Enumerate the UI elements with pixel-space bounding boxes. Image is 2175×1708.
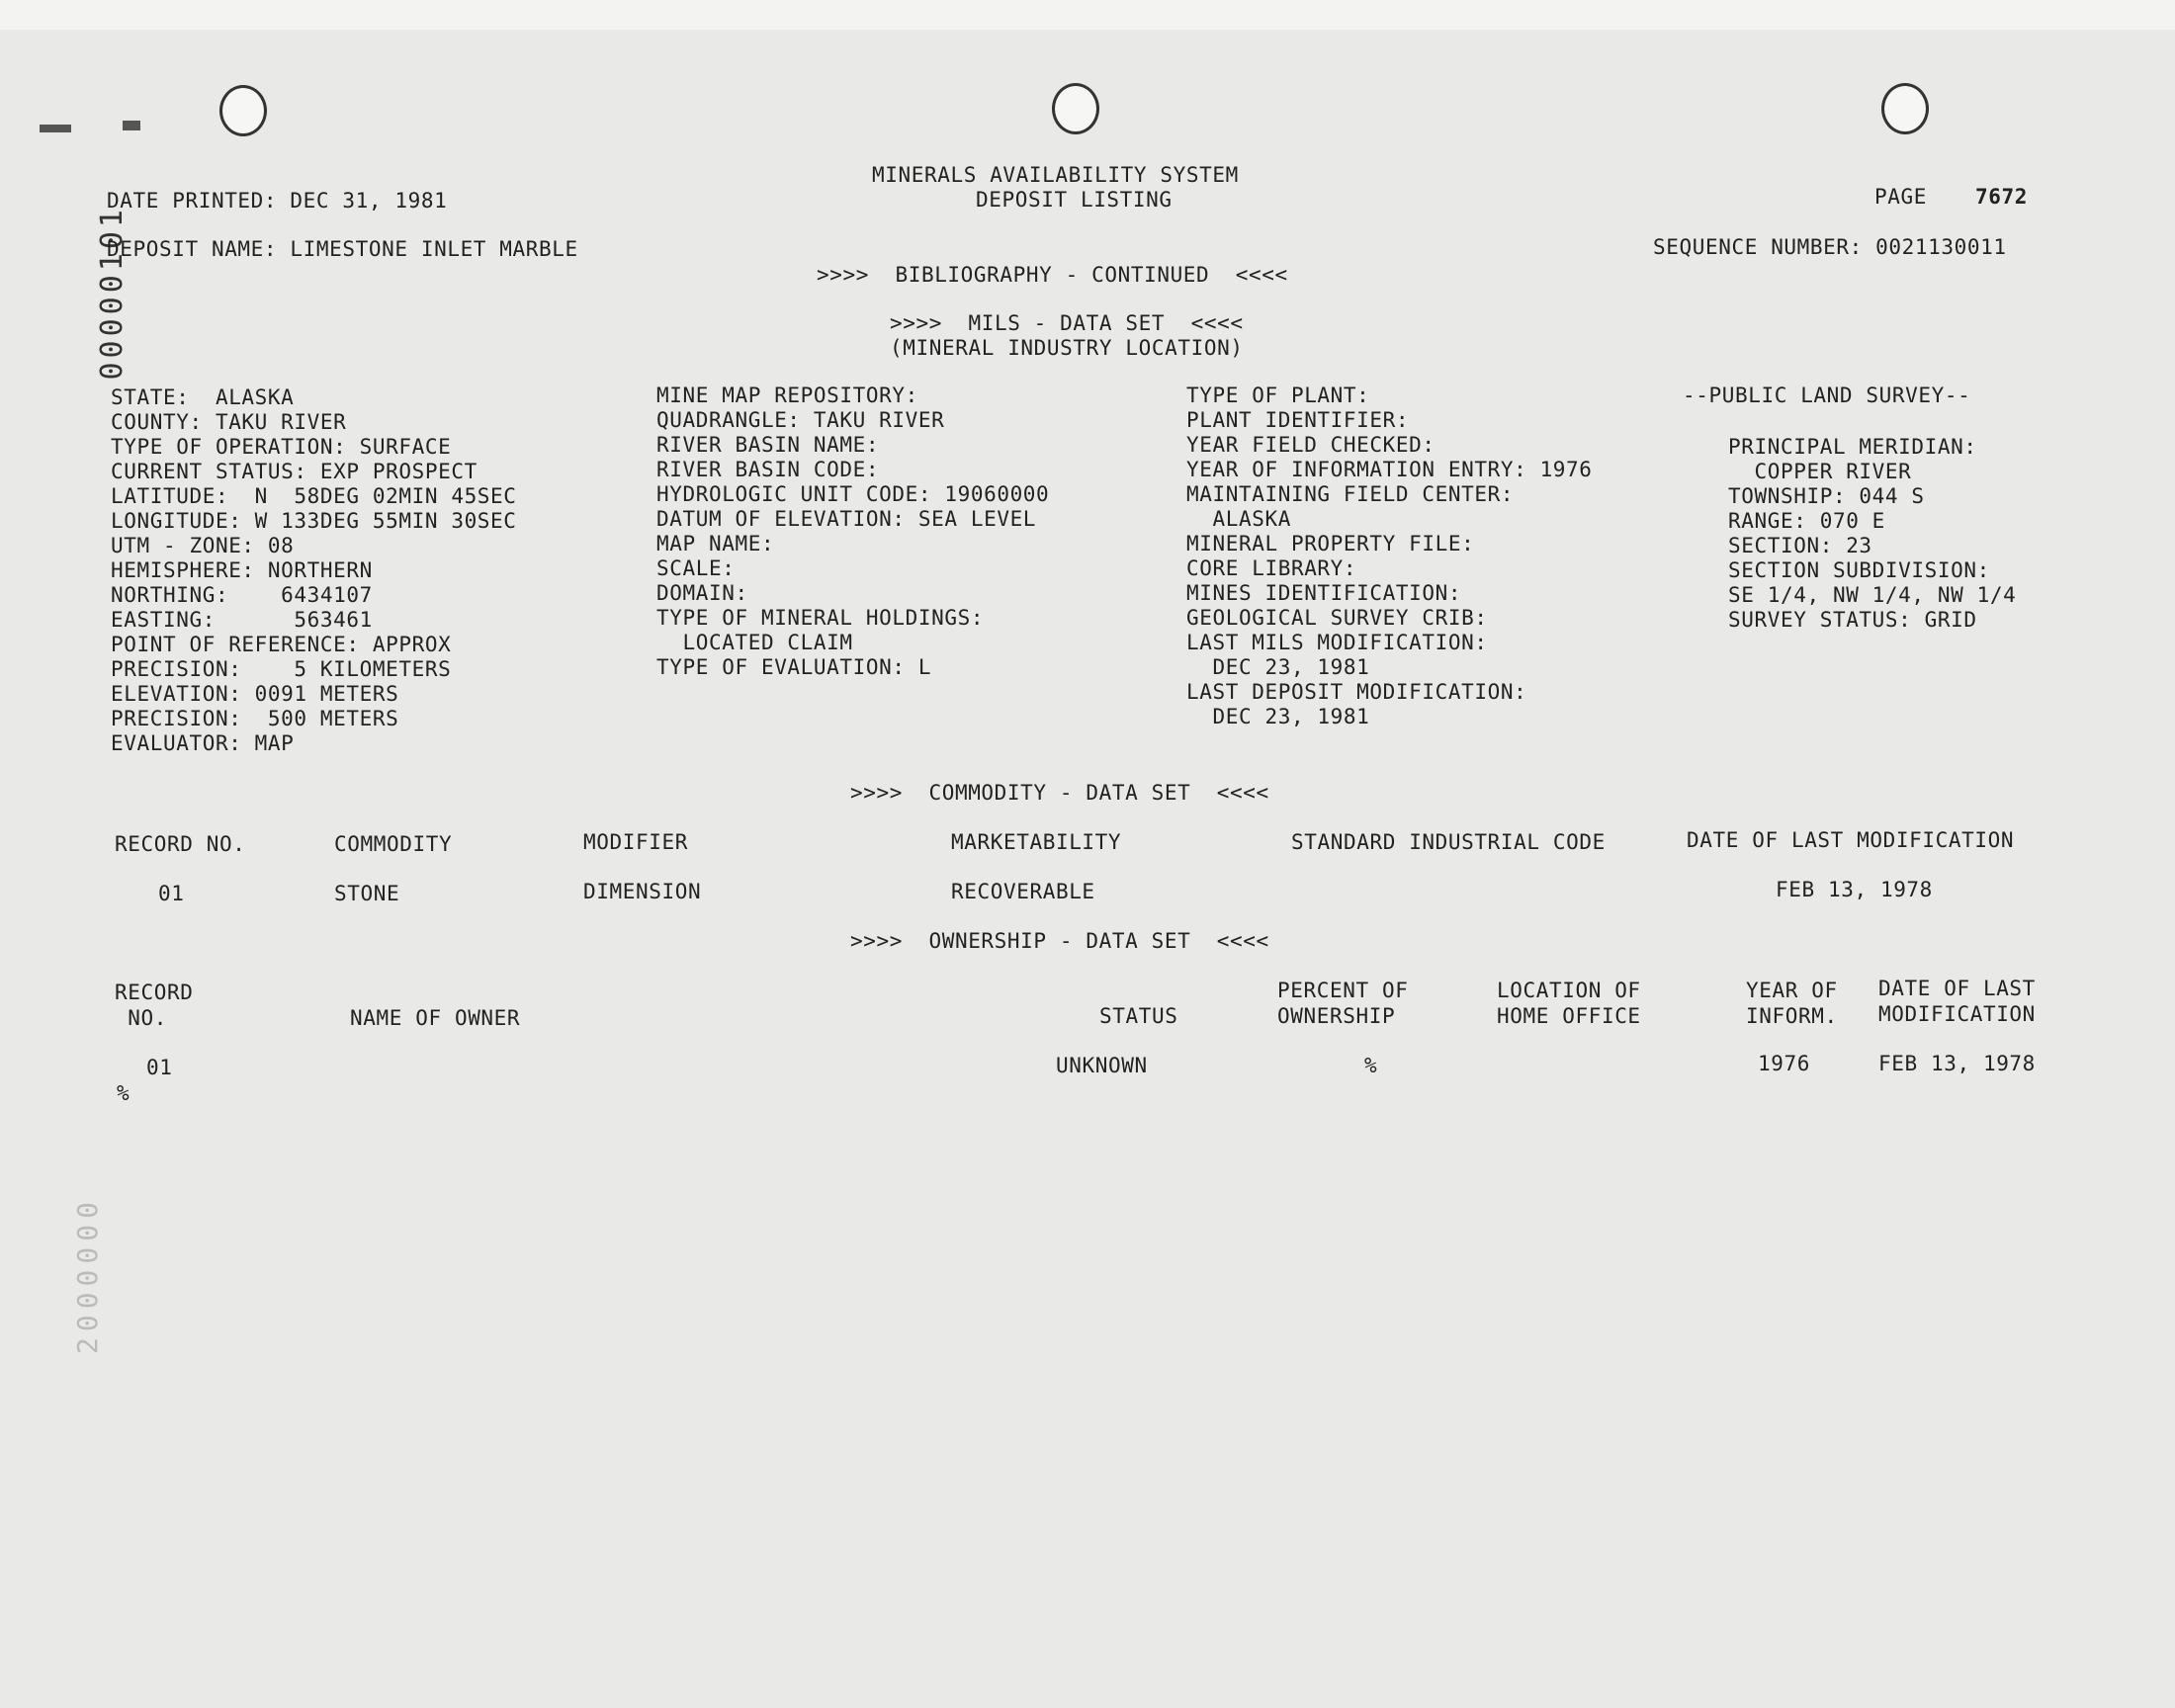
deposit-name: DEPOSIT NAME: LIMESTONE INLET MARBLE xyxy=(107,237,578,261)
latitude-field: LATITUDE: N 58DEG 02MIN 45SEC xyxy=(111,484,517,508)
plant-type-field: TYPE OF PLANT: xyxy=(1186,384,1370,407)
core-library-field: CORE LIBRARY: xyxy=(1186,556,1357,580)
ownership-header-date-2: MODIFICATION xyxy=(1878,1002,2036,1026)
ownership-status: UNKNOWN xyxy=(1056,1054,1148,1077)
commodity-name: STONE xyxy=(334,882,400,905)
principal-meridian-field: PRINCIPAL MERIDIAN: xyxy=(1728,435,1977,459)
year-field-checked-field: YEAR FIELD CHECKED: xyxy=(1186,433,1436,457)
ownership-header-location-2: HOME OFFICE xyxy=(1497,1004,1641,1028)
last-deposit-modification-field: LAST DEPOSIT MODIFICATION: xyxy=(1186,680,1527,704)
commodity-header-record: RECORD NO. xyxy=(115,832,246,856)
river-basin-name-field: RIVER BASIN NAME: xyxy=(656,433,880,457)
datum-of-elevation-field: DATUM OF ELEVATION: SEA LEVEL xyxy=(656,507,1037,531)
map-name-field: MAP NAME: xyxy=(656,532,775,555)
plant-identifier-field: PLANT IDENTIFIER: xyxy=(1186,408,1410,432)
county-field: COUNTY: TAKU RIVER xyxy=(111,410,347,434)
scan-smudge xyxy=(40,125,71,132)
punch-hole-right xyxy=(1881,83,1929,134)
field-center-value: ALASKA xyxy=(1186,507,1291,531)
longitude-field: LONGITUDE: W 133DEG 55MIN 30SEC xyxy=(111,509,517,533)
commodity-header-commodity: COMMODITY xyxy=(334,832,453,856)
location-column-2 xyxy=(656,384,1049,680)
ownership-header-owner: NAME OF OWNER xyxy=(350,1006,521,1030)
ownership-header-status: STATUS xyxy=(1099,1004,1178,1028)
commodity-header-date: DATE OF LAST MODIFICATION xyxy=(1687,828,2015,852)
survey-status-field: SURVEY STATUS: GRID xyxy=(1728,608,1977,632)
precision-field: PRECISION: 5 KILOMETERS xyxy=(111,657,452,681)
hemisphere-field: HEMISPHERE: NORTHERN xyxy=(111,558,373,582)
survey-crib-field: GEOLOGICAL SURVEY CRIB: xyxy=(1186,606,1488,630)
ownership-header-record-2: NO. xyxy=(115,1006,167,1030)
punch-hole-center xyxy=(1052,83,1099,134)
location-column-1 xyxy=(111,385,517,756)
last-mils-modification-value: DEC 23, 1981 xyxy=(1186,655,1370,679)
location-column-3 xyxy=(1186,384,1593,729)
end-of-record-mark: % xyxy=(117,1081,130,1105)
commodity-header-sic: STANDARD INDUSTRIAL CODE xyxy=(1291,830,1606,854)
scan-smudge xyxy=(123,121,140,130)
elevation-field: ELEVATION: 0091 METERS xyxy=(111,682,399,706)
listing-title: DEPOSIT LISTING xyxy=(976,188,1173,212)
commodity-marketability: RECOVERABLE xyxy=(951,880,1095,903)
ownership-header-year-2: INFORM. xyxy=(1746,1004,1838,1028)
commodity-heading: >>>> COMMODITY - DATA SET <<<< xyxy=(850,781,1269,805)
last-deposit-modification-value: DEC 23, 1981 xyxy=(1186,705,1370,728)
domain-field: DOMAIN: xyxy=(656,581,748,605)
location-column-4 xyxy=(1728,435,2016,633)
date-printed: DATE PRINTED: DEC 31, 1981 xyxy=(107,189,448,213)
commodity-header-modifier: MODIFIER xyxy=(583,830,688,854)
ownership-header-percent-2: OWNERSHIP xyxy=(1277,1004,1396,1028)
township-field: TOWNSHIP: 044 S xyxy=(1728,484,1925,508)
range-field: RANGE: 070 E xyxy=(1728,509,1885,533)
current-status-field: CURRENT STATUS: EXP PROSPECT xyxy=(111,460,478,483)
ownership-header-percent-1: PERCENT OF xyxy=(1277,979,1409,1002)
operation-type-field: TYPE OF OPERATION: SURFACE xyxy=(111,435,452,459)
mine-map-repository-field: MINE MAP REPOSITORY: xyxy=(656,384,918,407)
margin-stamp-top: 00000101 xyxy=(95,206,130,381)
margin-stamp-bottom: 2000000 xyxy=(71,1196,104,1355)
elevation-precision-field: PRECISION: 500 METERS xyxy=(111,707,399,730)
evaluator-field: EVALUATOR: MAP xyxy=(111,731,295,755)
utm-zone-field: UTM - ZONE: 08 xyxy=(111,534,295,557)
public-land-survey-heading: --PUBLIC LAND SURVEY-- xyxy=(1683,384,1971,407)
easting-field: EASTING: 563461 xyxy=(111,608,373,632)
field-center-field: MAINTAINING FIELD CENTER: xyxy=(1186,482,1515,506)
section-subdivision-field: SECTION SUBDIVISION: xyxy=(1728,558,1990,582)
scale-field: SCALE: xyxy=(656,556,736,580)
northing-field: NORTHING: 6434107 xyxy=(111,583,373,607)
commodity-header-marketability: MARKETABILITY xyxy=(951,830,1122,854)
evaluation-type-field: TYPE OF EVALUATION: L xyxy=(656,655,932,679)
principal-meridian-value: COPPER RIVER xyxy=(1728,460,1912,483)
mineral-holdings-field: TYPE OF MINERAL HOLDINGS: xyxy=(656,606,985,630)
quadrangle-field: QUADRANGLE: TAKU RIVER xyxy=(656,408,945,432)
ownership-heading: >>>> OWNERSHIP - DATA SET <<<< xyxy=(850,929,1269,953)
ownership-date: FEB 13, 1978 xyxy=(1878,1052,2036,1075)
mils-subheading: (MINERAL INDUSTRY LOCATION) xyxy=(890,336,1244,360)
page-label: PAGE xyxy=(1874,185,1927,209)
hydrologic-unit-code-field: HYDROLOGIC UNIT CODE: 19060000 xyxy=(656,482,1050,506)
commodity-date: FEB 13, 1978 xyxy=(1776,878,1933,901)
point-of-reference-field: POINT OF REFERENCE: APPROX xyxy=(111,633,452,656)
river-basin-code-field: RIVER BASIN CODE: xyxy=(656,458,880,481)
section-field: SECTION: 23 xyxy=(1728,534,1872,557)
listing-page xyxy=(0,30,2175,1708)
ownership-record-no: 01 xyxy=(146,1056,173,1079)
ownership-header-date-1: DATE OF LAST xyxy=(1878,977,2036,1000)
mineral-holdings-value: LOCATED CLAIM xyxy=(656,631,853,654)
section-subdivision-value: SE 1/4, NW 1/4, NW 1/4 xyxy=(1728,583,2017,607)
commodity-record-no: 01 xyxy=(158,882,185,905)
ownership-header-location-1: LOCATION OF xyxy=(1497,979,1641,1002)
last-mils-modification-field: LAST MILS MODIFICATION: xyxy=(1186,631,1488,654)
ownership-percent: % xyxy=(1364,1054,1378,1077)
mines-identification-field: MINES IDENTIFICATION: xyxy=(1186,581,1462,605)
bibliography-heading: >>>> BIBLIOGRAPHY - CONTINUED <<<< xyxy=(817,263,1288,287)
mils-heading: >>>> MILS - DATA SET <<<< xyxy=(890,311,1244,335)
state-field: STATE: ALASKA xyxy=(111,385,295,409)
sequence-number: SEQUENCE NUMBER: 0021130011 xyxy=(1653,235,2007,259)
ownership-header-record-1: RECORD xyxy=(115,981,194,1004)
year-of-entry-field: YEAR OF INFORMATION ENTRY: 1976 xyxy=(1186,458,1593,481)
ownership-year: 1976 xyxy=(1758,1052,1810,1075)
property-file-field: MINERAL PROPERTY FILE: xyxy=(1186,532,1475,555)
commodity-modifier: DIMENSION xyxy=(583,880,702,903)
page-number: 7672 xyxy=(1975,185,2028,209)
system-title: MINERALS AVAILABILITY SYSTEM xyxy=(872,163,1239,187)
ownership-header-year-1: YEAR OF xyxy=(1746,979,1838,1002)
punch-hole-left xyxy=(219,85,267,136)
